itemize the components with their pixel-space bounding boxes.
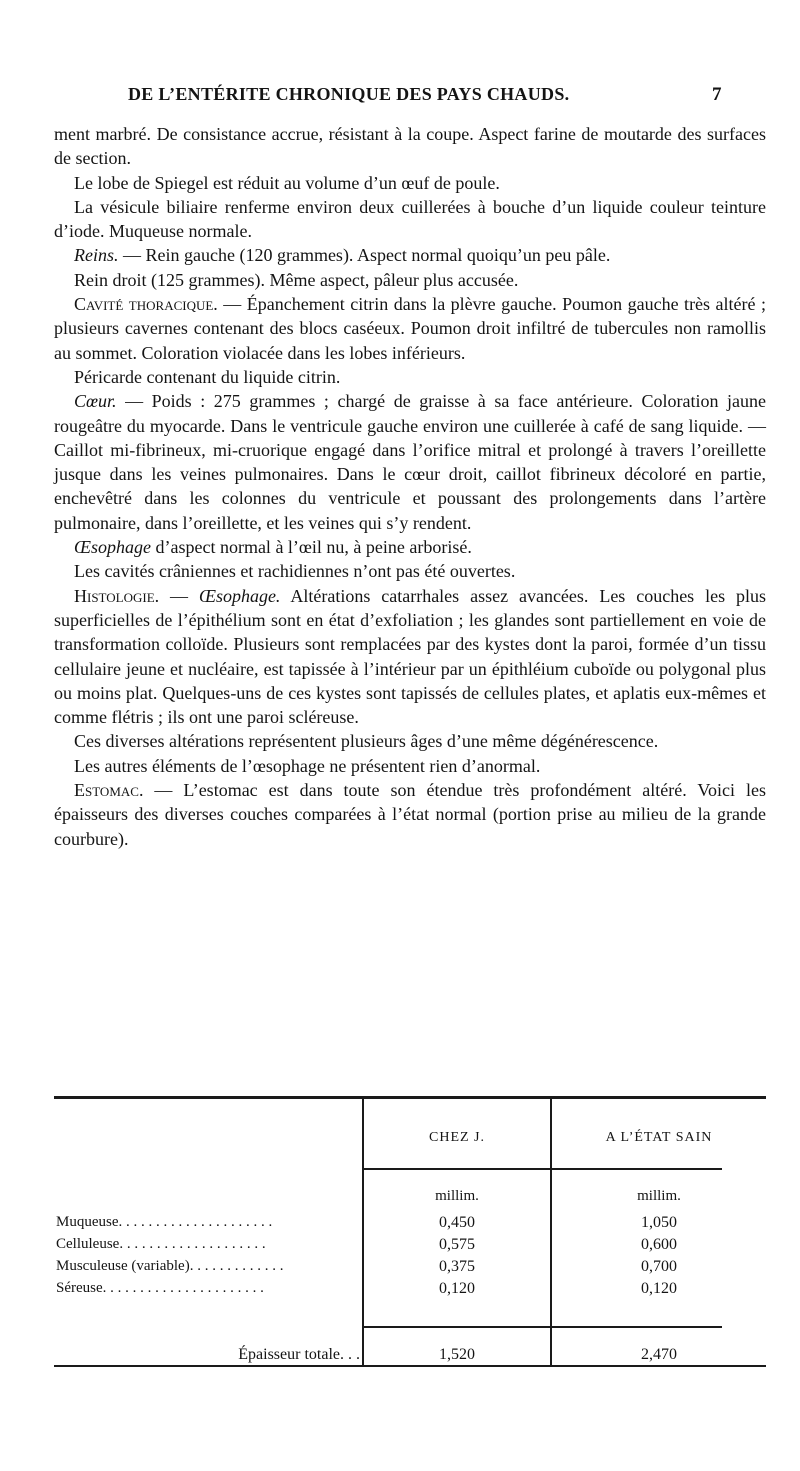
table-top-rule <box>54 1096 766 1099</box>
paragraph-text: Reins. <box>74 245 119 266</box>
paragraph-text: — Épanchement citrin dans la plèvre gauche. Poumon gauche très altéré ; plusieurs cavernes contenant des blocs caséeux. Poumon droit infiltré de tubercules non ramollis au sommet. Coloration violacée dans les lobes inférieurs. <box>54 294 766 363</box>
paragraph-text: Œsophage <box>74 537 151 558</box>
table-header-rule <box>364 1168 550 1170</box>
paragraph <box>54 389 766 535</box>
paragraph-text: Ces diverses altérations représentent plusieurs âges d’une même dégénérescence. <box>74 731 659 752</box>
paragraph-text: — Poids : 275 grammes ; chargé de graisse à sa face antérieure. Coloration jaune rougeâtre du myocarde. Dans le ventricule gauche environ une cuillerée à café de sang liquide. — Caillot mi-fibrineux, mi-cruorique engagé dans l’orifice mitral et prolongé à travers l’oreillette jusque dans les veines pulmonaires. Dans le cœur droit, caillot fibrineux décoloré en partie, enchevêtré dans les colonnes du ventricule et poussant des prolongements dans l’artère pulmonaire, dans l’oreillette, et les veines qui s’y rendent. <box>54 391 766 533</box>
cell-value: 0,600 <box>641 1236 677 1253</box>
cell-value: 0,375 <box>439 1258 475 1275</box>
paragraph <box>54 778 766 851</box>
column-header-etat-sain: A L’ÉTAT SAIN <box>605 1130 713 1145</box>
running-title: DE L’ENTÉRITE CHRONIQUE DES PAYS CHAUDS. <box>128 84 570 104</box>
body-text <box>54 122 766 851</box>
cell-value: 0,120 <box>641 1280 677 1297</box>
paragraph <box>54 122 766 171</box>
paragraph-text: d’aspect normal à l’œil nu, à peine arborisé. <box>150 537 472 558</box>
total-value: 1,520 <box>439 1346 475 1363</box>
paragraph <box>54 268 766 292</box>
page-number: 7 <box>712 84 722 105</box>
paragraph <box>54 171 766 195</box>
paragraph <box>54 535 766 559</box>
paragraph-text: Rein droit (125 grammes). Même aspect, pâleur plus accusée. <box>74 269 519 290</box>
row-label-musculeuse: Musculeuse (variable). . . . . . . . . . . . . <box>56 1258 284 1274</box>
row-label-sereuse: Séreuse. . . . . . . . . . . . . . . . . . . . . . <box>56 1280 264 1296</box>
paragraph-text: Estomac. <box>74 780 144 801</box>
paragraph <box>54 729 766 753</box>
column-header-chez-j: CHEZ J. <box>429 1130 485 1145</box>
paragraph-text: Les cavités crâniennes et rachidiennes n’ont pas été ouvertes. <box>74 561 516 582</box>
cell-value: 0,450 <box>439 1214 475 1231</box>
cell-value: 0,120 <box>439 1280 475 1297</box>
table-total-rule <box>552 1326 722 1328</box>
paragraph <box>54 559 766 583</box>
cell-value: 1,050 <box>641 1214 677 1231</box>
table-bottom-rule <box>54 1365 766 1367</box>
cell-value: 0,575 <box>439 1236 475 1253</box>
paragraph <box>54 365 766 389</box>
paragraph <box>54 243 766 267</box>
paragraph-text: — Rein gauche (120 grammes). Aspect normal quoiqu’un peu pâle. <box>118 245 611 266</box>
paragraph-text: Cœur. <box>74 391 117 412</box>
paragraph-text: La vésicule biliaire renferme environ deux cuillerées à bouche d’un liquide couleur teinture d’iode. Muqueuse normale. <box>54 196 766 242</box>
running-header <box>0 84 800 112</box>
paragraph-text: Cavité thoracique. <box>74 294 218 315</box>
paragraph <box>54 754 766 778</box>
paragraph-text: Péricarde contenant du liquide citrin. <box>74 366 341 387</box>
row-label-celluleuse: Celluleuse. . . . . . . . . . . . . . . . . . . . <box>56 1236 266 1252</box>
paragraph-text: Le lobe de Spiegel est réduit au volume d’un œuf de poule. <box>74 172 500 193</box>
paragraph <box>54 584 766 730</box>
total-label: Épaisseur totale. . . <box>238 1346 360 1363</box>
paragraph <box>54 195 766 244</box>
table-header-rule <box>552 1168 722 1170</box>
thickness-table <box>54 1096 766 1368</box>
paragraph <box>54 292 766 365</box>
paragraph-text: Œsophage. <box>198 585 281 606</box>
unit-label: millim. <box>435 1188 479 1204</box>
unit-label: millim. <box>637 1188 681 1204</box>
paragraph-text: — <box>159 585 199 606</box>
paragraph-text: ment marbré. De consistance accrue, résistant à la coupe. Aspect farine de moutarde des surfaces de section. <box>54 124 766 169</box>
paragraph-text: Les autres éléments de l’œsophage ne présentent rien d’anormal. <box>74 755 541 776</box>
paragraph-text: Altérations catarrhales assez avancées. Les couches les plus superficielles de l’épithélium sont en état d’exfoliation ; les glandes sont partiellement en voie de transformation colloïde. Plusieurs sont remplacées par des kystes dont la paroi, formée d’un tissu cellulaire jeune et nucléaire, est tapissée à l’intérieur par un épithléium cuboïde ou polygonal plus ou moins plat. Quelques-uns de ces kystes sont tapissés de cellules plates, et aplatis eux-mêmes et comme flétris ; ils ont une paroi scléreuse. <box>54 585 766 728</box>
paragraph-text: — L’estomac est dans toute son étendue très profondément altéré. Voici les épaisseurs des diverses couches comparées à l’état normal (portion prise au milieu de la grande courbure). <box>54 780 766 849</box>
cell-value: 0,700 <box>641 1258 677 1275</box>
total-value: 2,470 <box>641 1346 677 1363</box>
row-label-muqueuse: Muqueuse. . . . . . . . . . . . . . . . . . . . . <box>56 1214 273 1230</box>
table-total-rule <box>364 1326 550 1328</box>
paragraph-text: Histologie. <box>74 585 160 606</box>
